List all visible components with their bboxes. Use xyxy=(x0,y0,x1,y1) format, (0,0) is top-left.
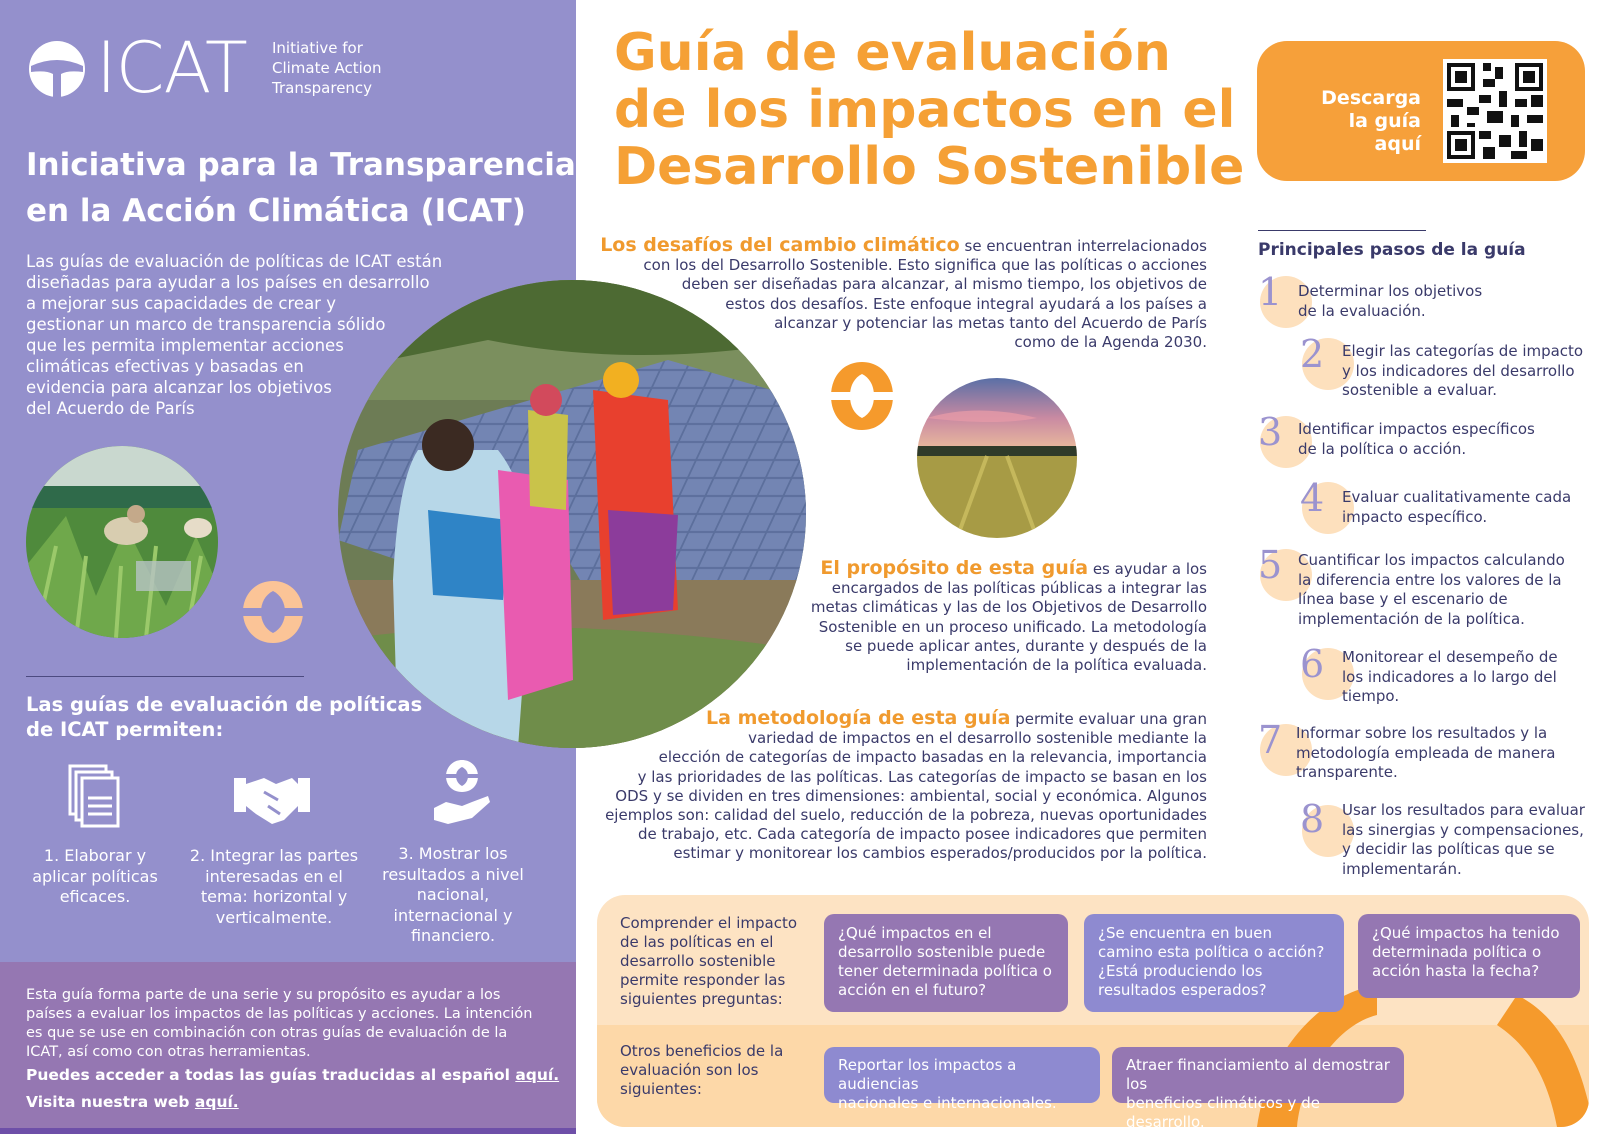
step-number: 2 xyxy=(1300,332,1325,376)
left-divider xyxy=(26,676,304,677)
visit-web-line: Visita nuestra web aquí. xyxy=(26,1093,239,1111)
step-3: 3 Identificar impactos específicos de la política o acción. xyxy=(1258,410,1598,470)
feature-2-text: 2. Integrar las partes interesadas en el tema: horizontal y verticalmente. xyxy=(189,846,359,927)
step-number: 5 xyxy=(1258,543,1283,587)
feature-3-text: 3. Mostrar los resultados a nivel nacional, internacional y financiero. xyxy=(382,844,524,945)
feature-1-text: 1. Elaborar y aplicar políticas eficaces. xyxy=(32,846,158,906)
step-number: 7 xyxy=(1258,718,1283,762)
qr-code-icon[interactable] xyxy=(1443,59,1547,163)
question-past: ¿Qué impactos ha tenido determinada política o acción hasta la fecha? xyxy=(1358,914,1580,998)
guides-heading: Las guías de evaluación de políticas de ICAT permiten: xyxy=(26,693,423,741)
step-number: 8 xyxy=(1300,797,1325,841)
steps-divider xyxy=(1258,230,1426,231)
step-number: 6 xyxy=(1300,642,1325,686)
paragraph-challenges: Los desafíos del cambio climático se encuentran interrelacionados con los del Desarrollo Sostenible. Esto significa que las políticas o acciones deben ser diseñadas para alcanzar, al mismo tiempo, los objetivos de estos dos desafíos. Este enfoque integral ayudará a los países a alcanzar y potenciar las metas tanto del Acuerdo de París como de la Agenda 2030. xyxy=(600,234,1207,352)
field-research-photo xyxy=(26,446,218,638)
left-footer-strip xyxy=(0,1128,576,1134)
logo-wordmark: ICAT xyxy=(96,27,247,109)
benefit-reporting: Reportar los impactos a audiencias nacionales e internacionales. xyxy=(824,1047,1100,1103)
download-guide-button[interactable] xyxy=(1257,41,1585,181)
question-progress: ¿Se encuentra en buen camino esta política o acción? ¿Está produciendo los resultados esperados? xyxy=(1084,914,1344,1012)
documents-icon xyxy=(68,764,120,828)
hand-result-icon xyxy=(432,758,492,828)
wheat-field-photo xyxy=(917,378,1077,538)
step-5: 5 Cuantificar los impactos calculando la diferencia entre los valores de la línea base y el escenario de implementación de la política. xyxy=(1258,543,1565,628)
paragraph-purpose: El propósito de esta guía es ayudar a los encargados de las políticas públicas a integrar las metas climáticas y las de los Objetivos de Desarrollo Sostenible en un proceso unificado. La metodología se puede aplicar antes, durante y después de la implementación de la política evaluada. xyxy=(810,557,1207,675)
icat-logo-icon xyxy=(28,40,86,98)
step-number: 3 xyxy=(1258,410,1283,454)
benefits-label: Otros beneficios de la evaluación son los siguientes: xyxy=(620,1042,784,1098)
visit-web-link[interactable]: aquí. xyxy=(194,1093,239,1111)
icat-mark-icon xyxy=(243,581,303,643)
step-2: 2 Elegir las categorías de impacto y los indicadores del desarrollo sostenible a evaluar. xyxy=(1300,332,1584,399)
paragraph-methodology: La metodología de esta guía permite evaluar una gran variedad de impactos en el desarrollo sostenible mediante la elección de categorías de impacto basadas en la relevancia, importancia y las prioridades de las políticas. Las categorías de impacto se basan en los ODS y se dividen en tres dimensiones: ambiental, social y económica. Algunos ejemplos son: calidad del suelo, reducción de la pobreza, nuevas oportunidades de trabajo, etc. Cada categoría de impacto posee indicadores que permiten estimar y monitorear los cambios esperados/producidos por la política. xyxy=(605,707,1207,863)
step-8: 8 Usar los resultados para evaluar las sinergias y compensaciones, y decidir las políticas que se implementarán. xyxy=(1300,797,1585,878)
step-4: 4 Evaluar cualitativamente cada impacto específico. xyxy=(1300,476,1600,536)
step-number: 4 xyxy=(1300,476,1325,520)
steps-title: Principales pasos de la guía xyxy=(1258,240,1526,260)
icat-mark-orange-icon xyxy=(831,362,893,430)
left-intro: Las guías de evaluación de políticas de ICAT están diseñadas para ayudar a los países en desarrollo a mejorar sus capacidades de crear y gestionar un marco de transparencia sólido que les permita implementar acciones climáticas efectivas y basadas en evidencia para alcanzar los objetivos del Acuerdo de París xyxy=(26,252,443,418)
access-guides-link[interactable]: aquí. xyxy=(515,1066,560,1084)
question-future: ¿Qué impactos en el desarrollo sostenible puede tener determinada política o acción en el futuro? xyxy=(824,914,1068,1012)
questions-label: Comprender el impacto de las políticas en el desarrollo sostenible permite responder las siguientes preguntas: xyxy=(620,914,798,1008)
download-label: Descarga la guía aquí xyxy=(1321,87,1421,155)
step-1: 1 Determinar los objetivos de la evaluación. xyxy=(1258,270,1598,330)
logo-tagline: Initiative for Climate Action Transparency xyxy=(272,39,382,97)
left-footer-text: Esta guía forma parte de una serie y su propósito es ayudar a los países a evaluar los impactos de las políticas y acciones. La intención es que se use en combinación con otras guías de evaluación de la ICAT, así como con otras herramientas. xyxy=(26,987,533,1060)
left-title: Iniciativa para la Transparencia en la Acción Climática (ICAT) xyxy=(26,147,576,229)
benefit-financing: Atraer financiamiento al demostrar los beneficios climáticos y de desarrollo. xyxy=(1112,1047,1404,1103)
main-title: Guía de evaluación de los impactos en el Desarrollo Sostenible xyxy=(614,23,1245,197)
step-number: 1 xyxy=(1258,270,1283,314)
step-7: 7 Informar sobre los resultados y la metodología empleada de manera transparente. xyxy=(1258,718,1556,781)
handshake-icon xyxy=(234,770,310,826)
access-guides-line: Puedes acceder a todas las guías traducidas al español aquí. xyxy=(26,1066,560,1084)
step-6: 6 Monitorear el desempeño de los indicadores a lo largo del tiempo. xyxy=(1300,642,1558,705)
